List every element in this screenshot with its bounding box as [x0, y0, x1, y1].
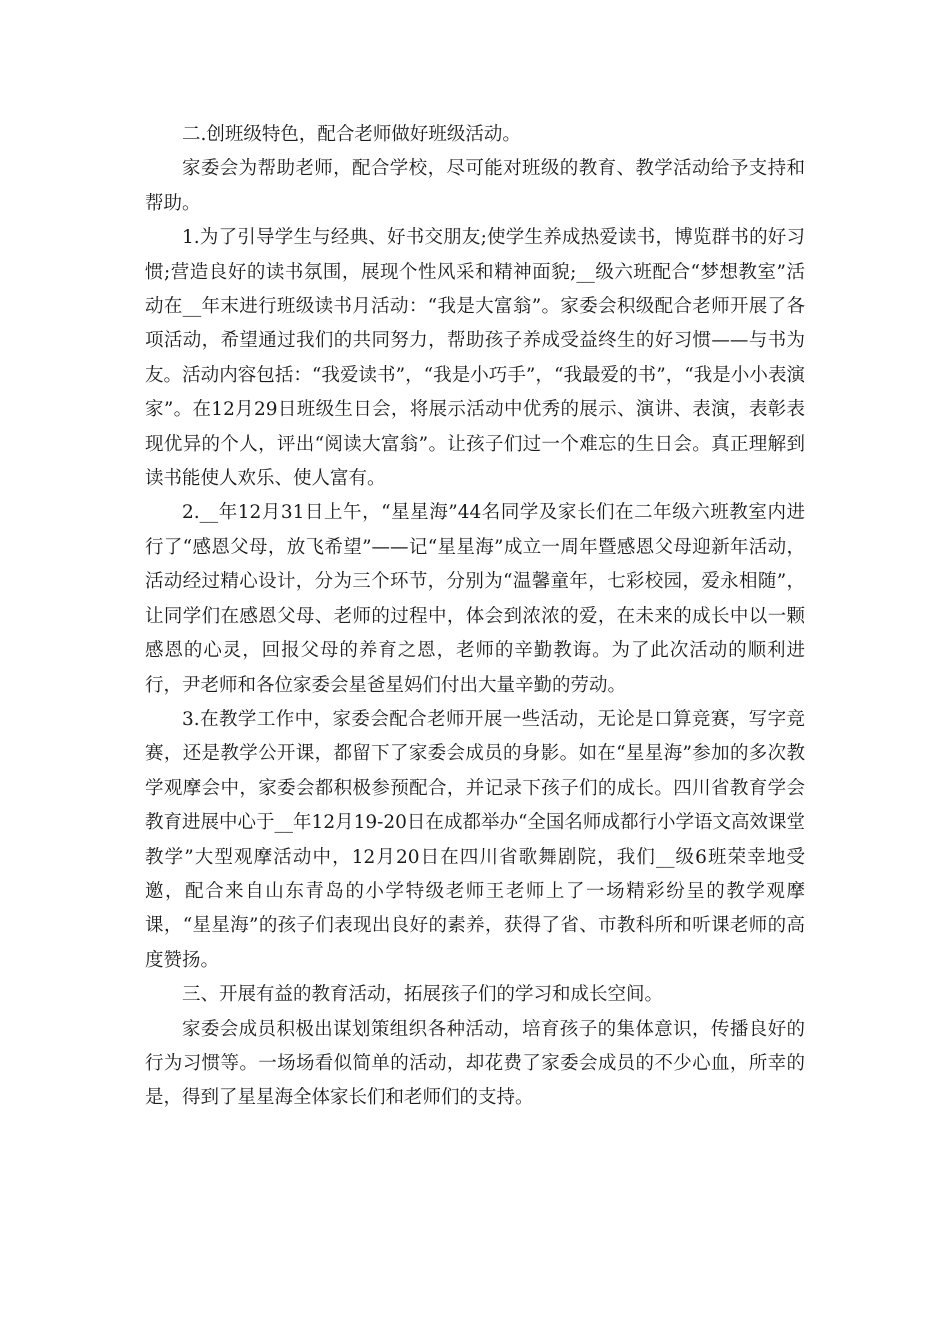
paragraph-closing: 家委会成员积极出谋划策组织各种活动，培育孩子的集体意识，传播良好的行为习惯等。一场场看似简单的活动，却花费了家委会成员的不少心血，所幸的是，得到了星星海全体家长们和老师们的支持。 [145, 1018, 805, 1109]
section-heading-2: 二.创班级特色，配合老师做好班级活动。 [182, 124, 521, 145]
paragraph-item-1: 1.为了引导学生与经典、好书交朋友;使学生养成热爱读书，博览群书的好习惯;营造良好的读书氛围，展现个性风采和精神面貌;__级六班配合“梦想教室”活动在__年末进行班级读书月活动：“我是大富翁”。家委会积级配合老师开展了各项活动，希望通过我们的共同努力，帮助孩子养成受益终生的好习惯——与书为友。活动内容包括：“我爱读书”，“我是小巧手”，“我最爱的书”，“我是小小表演家”。在12月29日班级生日会，将展示活动中优秀的展示、演讲、表演，表彰表现优异的个人，评出“阅读大富翁”。让孩子们过一个难忘的生日会。真正理解到读书能使人欢乐、使人富有。 [145, 227, 805, 490]
paragraph-item-3: 3.在教学工作中，家委会配合老师开展一些活动，无论是口算竞赛，写字竞赛，还是教学公开课，都留下了家委会成员的身影。如在“星星海”参加的多次教学观摩会中，家委会都积极参预配合，并记录下孩子们的成长。四川省教育学会教育进展中心于__年12月19-20日在成都举办“全国名师成都行小学语文高效课堂教学”大型观摩活动中，12月20日在四川省歌舞剧院，我们__级6班荣幸地受邀，配合来自山东青岛的小学特级老师王老师上了一场精彩纷呈的教学观摩课，“星星海”的孩子们表现出良好的素养，获得了省、市教科所和听课老师的高度赞扬。 [145, 708, 805, 971]
paragraph-intro: 家委会为帮助老师，配合学校，尽可能对班级的教育、教学活动给予支持和帮助。 [145, 158, 805, 214]
document-body [145, 118, 805, 1116]
paragraph-item-2: 2.__年12月31日上午，“星星海”44名同学及家长们在二年级六班教室内进行了“感恩父母，放飞希望”——记“星星海”成立一周年暨感恩父母迎新年活动，活动经过精心设计，分为三个环节，分别为“温馨童年，七彩校园，爱永相随”，让同学们在感恩父母、老师的过程中，体会到浓浓的爱，在未来的成长中以一颗感恩的心灵，回报父母的养育之恩，老师的辛勤教诲。为了此次活动的顺利进行，尹老师和各位家委会星爸星妈们付出大量辛勤的劳动。 [145, 502, 805, 696]
section-heading-3: 三、开展有益的教育活动，拓展孩子们的学习和成长空间。 [182, 984, 664, 1006]
